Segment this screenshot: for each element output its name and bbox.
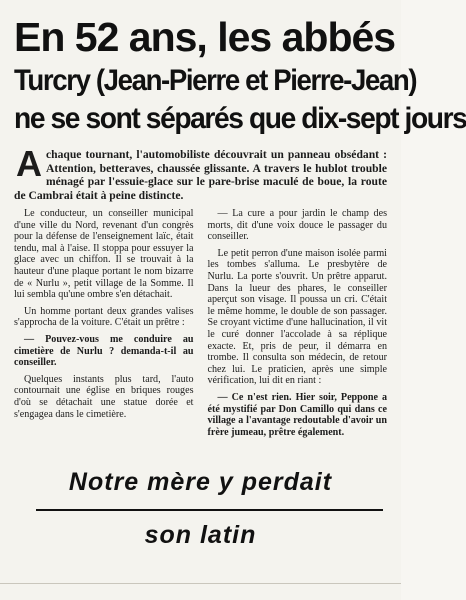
right-column (208, 208, 388, 443)
right-paragraph: — La cure a pour jardin le champ des morts, dit d'une voix douce le passager du conseiller. (207, 208, 387, 243)
divider-rule (36, 509, 383, 511)
bottom-headline-line-1: Notre mère y perdait (68, 468, 333, 496)
lead-text: chaque tournant, l'automobiliste découvrait un panneau obsédant : Attention, betteraves, chaussée glissante. A travers le hublot trouble ménagé par l'essuie-glace sur le pare-brise maculé de boue, la route de Cambrai était à peine distincte. (14, 148, 387, 202)
left-paragraph: Quelques instants plus tard, l'auto contournait une église en briques rouges d'où se détachait une statue dorée et s'engagea dans le cimetière. (14, 373, 194, 420)
article-columns (14, 208, 387, 443)
headline-line-2: Turcry (Jean-Pierre et Pierre-Jean) (14, 64, 417, 98)
left-paragraph: Le conducteur, un conseiller municipal d'une ville du Nord, revenant d'un congrès pour la défense de l'enseignement laïc, était tendu, mal à l'aise. Il stoppa pour essuyer la glace avec un chiffon. Il se trouvait à la hauteur d'une plaque portant le nom bizarre de « Nurlu », petit village de la Somme. Il lui sembla qu'une ombre s'en détachait. (14, 208, 194, 301)
right-paragraph: Le petit perron d'une maison isolée parmi les tombes s'alluma. Le presbytère de Nurlu. La porte s'ouvrit. Un prêtre apparut. Dans la lueur des phares, le conseiller aperçut son visage. Il poussa un cri. C'était le même homme, le double de son passager. Se croyant victime d'une hallucination, il vit le curé donner l'accolade à sa réplique exacte. Et, pris de peur, il démarra en trombe. Il consulta son médecin, de retour chez lui. Le praticien, après une simple vérification, lui dit en riant : (207, 247, 387, 387)
drop-cap: A (16, 143, 42, 185)
left-column (14, 208, 194, 443)
left-paragraph: Un homme portant deux grandes valises s'approcha de la voiture. C'était un prêtre : (14, 305, 194, 329)
headline-line-1: En 52 ans, les abbés (14, 14, 396, 60)
lead-paragraph (14, 143, 387, 202)
bottom-headline-line-2: son latin (144, 521, 257, 549)
right-paragraph: — Ce n'est rien. Hier soir, Peppone a été mystifié par Don Camillo qui dans ce village a l'avantage redoutable d'avoir un frère jumeau, prêtre également. (207, 391, 387, 438)
clipping-edge (0, 583, 401, 584)
headline-line-3: ne se sont séparés que dix-sept jours (14, 101, 466, 135)
left-paragraph: — Pouvez-vous me conduire au cimetière de Nurlu ? demanda-t-il au conseiller. (14, 333, 194, 369)
